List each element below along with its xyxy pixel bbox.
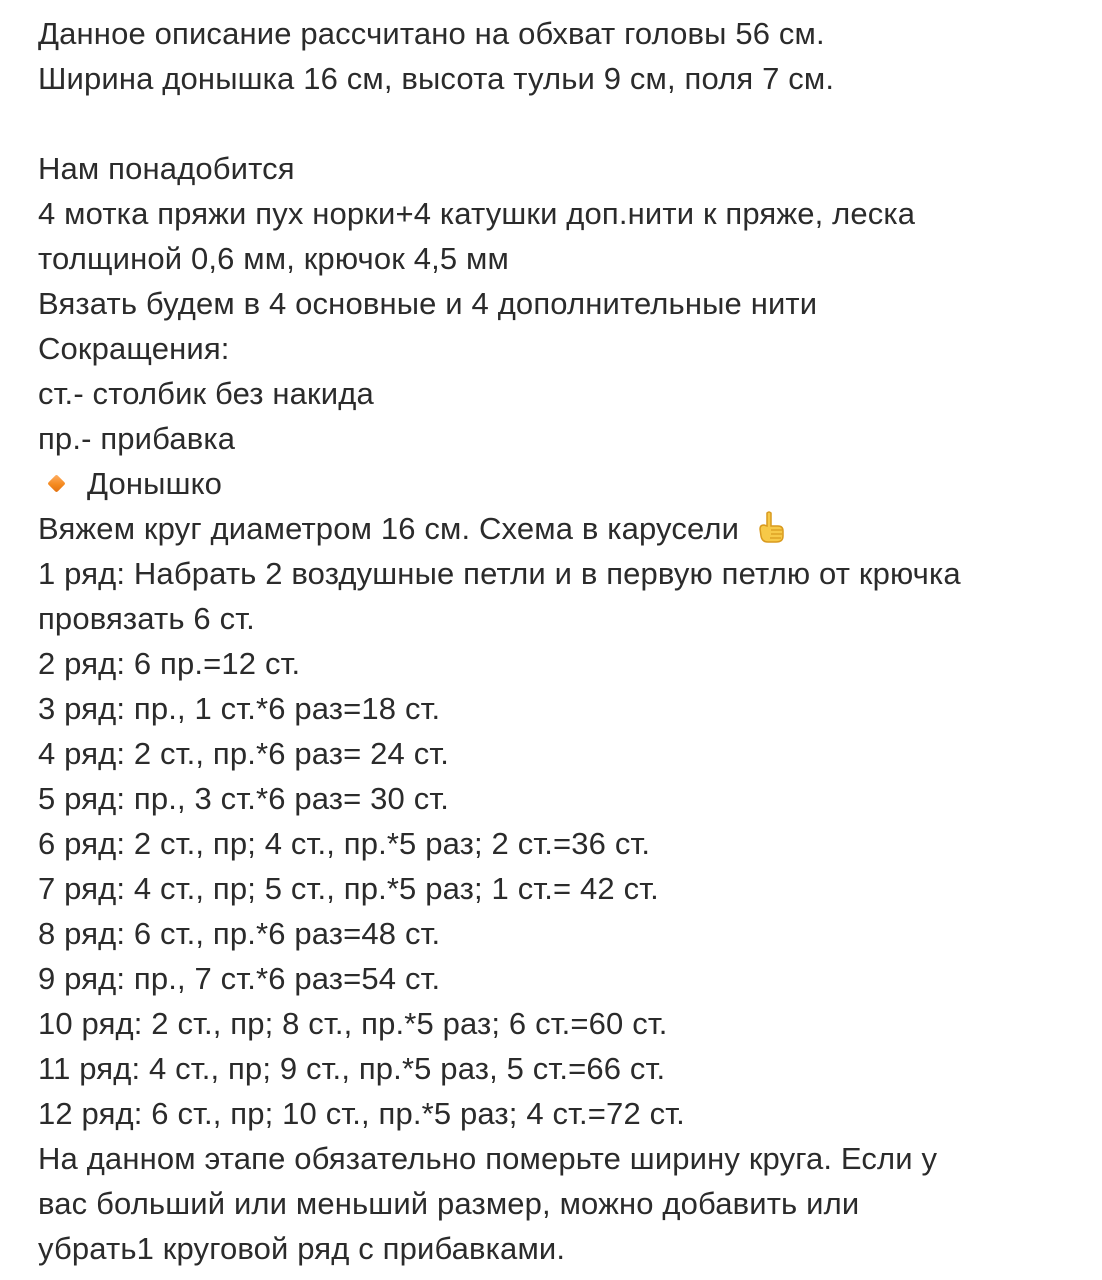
row-line: 3 ряд: пр., 1 ст.*6 раз=18 ст.: [38, 691, 441, 726]
row-line: 2 ряд: 6 пр.=12 ст.: [38, 646, 301, 681]
row-line: 12 ряд: 6 ст., пр; 10 ст., пр.*5 раз; 4 ст.=72 ст.: [38, 1096, 685, 1131]
row-line: 11 ряд: 4 ст., пр; 9 ст., пр.*5 раз, 5 ст.=66 ст.: [38, 1051, 666, 1086]
section-title: Донышко: [87, 466, 223, 501]
materials-line-3: Вязать будем в 4 основные и 4 дополнительные нити: [38, 286, 818, 321]
note-line-2: вас больший или меньший размер, можно добавить или: [38, 1186, 860, 1221]
materials-line-2: толщиной 0,6 мм, крючок 4,5 мм: [38, 241, 509, 276]
intro-line-1: Данное описание рассчитано на обхват головы 56 см.: [38, 16, 825, 51]
row-1-line-1: 1 ряд: Набрать 2 воздушные петли и в первую петлю от крючка: [38, 556, 961, 591]
section-intro: Вяжем круг диаметром 16 см. Схема в карусели: [38, 511, 740, 546]
pattern-description: [38, 11, 1078, 1271]
section-heading: [38, 461, 1078, 506]
blank-line: [38, 101, 1078, 146]
note-line-1: На данном этапе обязательно померьте ширину круга. Если у: [38, 1141, 938, 1176]
materials-line-1: 4 мотка пряжи пух норки+4 катушки доп.нити к пряже, леска: [38, 196, 916, 231]
row-line: 5 ряд: пр., 3 ст.*6 раз= 30 ст.: [38, 781, 450, 816]
abbreviations-heading: Сокращения:: [38, 331, 230, 366]
materials-heading: Нам понадобится: [38, 151, 295, 186]
row-line: 8 ряд: 6 ст., пр.*6 раз=48 ст.: [38, 916, 441, 951]
row-line: 9 ряд: пр., 7 ст.*6 раз=54 ст.: [38, 961, 441, 996]
row-line: 6 ряд: 2 ст., пр; 4 ст., пр.*5 раз; 2 ст.=36 ст.: [38, 826, 651, 861]
abbreviation-item: пр.- прибавка: [38, 421, 236, 456]
section-intro-line: [38, 506, 1078, 551]
orange-diamond-icon: [47, 474, 65, 492]
abbreviation-item: ст.- столбик без накида: [38, 376, 374, 411]
intro-line-2: Ширина донышка 16 см, высота тульи 9 см, поля 7 см.: [38, 61, 835, 96]
row-line: 7 ряд: 4 ст., пр; 5 ст., пр.*5 раз; 1 ст.= 42 ст.: [38, 871, 659, 906]
pointing-up-icon: [756, 510, 786, 544]
row-line: 10 ряд: 2 ст., пр; 8 ст., пр.*5 раз; 6 ст.=60 ст.: [38, 1006, 668, 1041]
row-1-line-2: провязать 6 ст.: [38, 601, 255, 636]
note-line-3: убрать1 круговой ряд с прибавками.: [38, 1231, 566, 1266]
row-line: 4 ряд: 2 ст., пр.*6 раз= 24 ст.: [38, 736, 450, 771]
